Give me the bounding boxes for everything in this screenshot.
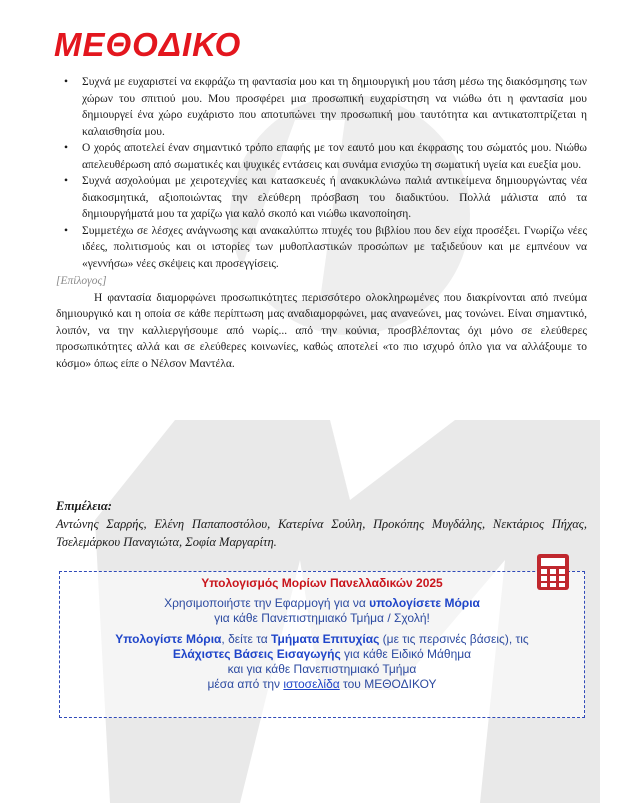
main-content: [56, 74, 587, 372]
promo-line-6: [60, 677, 584, 692]
promo-text: μέσα από την: [207, 677, 284, 691]
website-link[interactable]: ιστοσελίδα: [283, 677, 340, 691]
bullet-item: • Συχνά με ευχαριστεί να εκφράζω τη φαντασία μου και τη δημιουργική μου τάση μέσω της διακόσμησης των χώρων του σπιτιού μου. Μου προσφέρει μια προσωπική ευχαρίστηση να νιώθω ότι η φαντασία μου δημιουργεί ένα χώρο ευχάριστο που αποτυπώνει την προσωπική μου ταυτότητα και αντικατοπτρίζεται η καλαισθησία μου.: [56, 74, 587, 140]
promo-line-1: [60, 596, 584, 611]
methodiko-logo[interactable]: ΜΕΘΟΔΙΚΟ: [54, 26, 242, 63]
calculate-points-link[interactable]: υπολογίσετε Μόρια: [369, 596, 480, 610]
promo-line-3: [60, 632, 584, 647]
bullet-item: • Συχνά ασχολούμαι με χειροτεχνίες και κατασκευές ή ανακυκλώνω παλιά αντικείμενα δημιουργώντας νέα διακοσμητικά, αξιοποιώντας την ελεύθερη πρόσβαση του διαδικτύου. Πολλά μάλιστα από τα δημιουργήματά μου τα χαρίζω για καλό σκοπό και νιώθω ικανοποίηση.: [56, 173, 587, 223]
epilogue-paragraph: Η φαντασία διαμορφώνει προσωπικότητες περισσότερο ολοκληρωμένες που διακρίνονται από πνεύμα δημιουργικό και η οποία σε κάθε περίπτωση μας αναδιαμορφώνει, μας ανανεώνει, μας τονώνει. Είναι σημαντικό, λοιπόν, να την καλλιεργήσουμε από νωρίς... από την κούνια, προσβλέποντας όχι μόνο σε ελεύθερες προσωπικότητες αλλά και σε ελεύθερες κοινωνίες, καθώς αποτελεί «το πιο ισχυρό όπλο για να αλλάξουμε το κόσμο» όπως είπε ο Νέλσον Μαντέλα.: [56, 291, 587, 370]
promo-text: (με τις περσινές βάσεις), τις: [379, 632, 529, 646]
credits-title: Επιμέλεια:: [56, 499, 112, 513]
calculate-points-bold[interactable]: Υπολογίστε Μόρια: [115, 632, 222, 646]
promo-title: Υπολογισμός Μορίων Πανελλαδικών 2025: [201, 576, 443, 590]
credits-names: Αντώνης Σαρρής, Ελένη Παπαποστόλου, Κατερίνα Σούλη, Προκόπης Μυγδάλης, Νεκτάριος Πήχας, Τσελεμάρκου Παναγιώτα, Σοφία Μαργαρίτη.: [56, 517, 587, 549]
bullet-list: [56, 74, 587, 272]
points-calculator-promo: [59, 571, 585, 718]
promo-line-2: για κάθε Πανεπιστημιακό Τμήμα / Σχολή!: [214, 611, 430, 625]
calculator-icon: [536, 553, 570, 591]
credits: [56, 497, 587, 551]
promo-line-5: και για κάθε Πανεπιστημιακό Τμήμα: [227, 662, 417, 676]
epilogue-label: [Επίλογος]: [56, 275, 107, 287]
minimum-scores-bold[interactable]: Ελάχιστες Βάσεις Εισαγωγής: [172, 647, 341, 661]
promo-text: Χρησιμοποιήστε την Εφαρμογή για να: [164, 596, 370, 610]
promo-text: του ΜΕΘΟΔΙΚΟΥ: [339, 677, 437, 691]
promo-text: για κάθε Ειδικό Μάθημα: [340, 647, 472, 661]
bullet-item: • Ο χορός αποτελεί έναν σημαντικό τρόπο επαφής με τον εαυτό μου και έκφρασης του σώματός μου. Νιώθω απελευθέρωση από σωματικές και ψυχικές εντάσεις και συνάμα ενισχύω τη σωματική υγεία και ευεξία μου.: [56, 140, 587, 173]
bullet-item: • Συμμετέχω σε λέσχες ανάγνωσης και ανακαλύπτω πτυχές του βιβλίου που δεν είχα προσέξει. Γνωρίζω νέες ιδέες, πολιτισμούς και οι ιστορίες των μυθοπλαστικών προσώπων με ταξιδεύουν και με εμπνέουν να «γεννήσω» νέες σκέψεις και προσεγγίσεις.: [56, 223, 587, 273]
success-departments-bold[interactable]: Τμήματα Επιτυχίας: [271, 632, 380, 646]
promo-text: , δείτε τα: [221, 632, 272, 646]
promo-line-4: [60, 647, 584, 662]
